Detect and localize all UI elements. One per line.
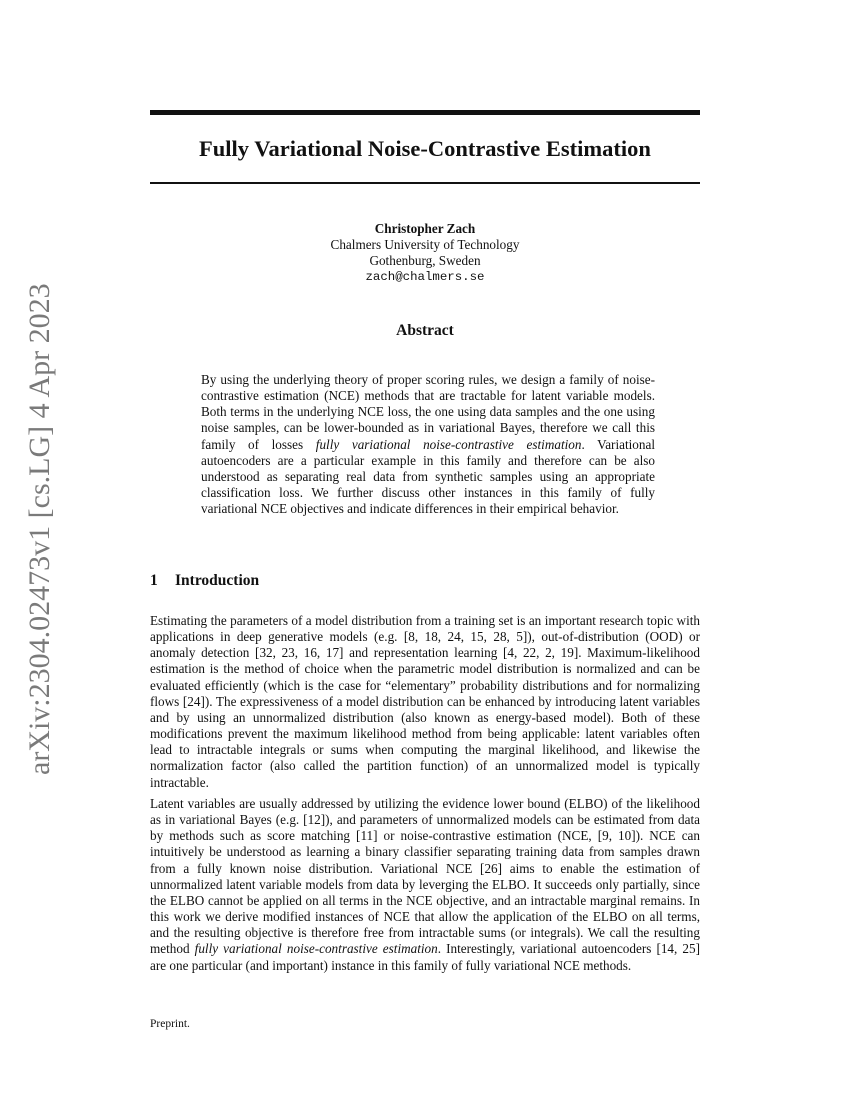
title-top-rule [150,110,700,115]
paragraph-text-part: Latent variables are usually addressed by utilizing the evidence lower bound (ELBO) of the likelihood as in variational Bayes (e.g. [12]), and parameters of unnormalized models can be estimated from data by methods such as score matching [11] or noise-contrastive estimation (NCE, [9, 10]). NCE can intuitively be understood as learning a binary classifier separating training data from samples drawn from a fully known noise distribution. Variational NCE [26] aims to enable the estimation of unnormalized latent variable models from data by leverging the ELBO. It succeeds only partially, since the ELBO cannot be applied on all terms in the NCE objective, and an intractable marginal remains. In this work we derive modified instances of NCE that allow the application of the ELBO on all terms, and the resulting objective is therefore free from intractable sums (or integrals). We call the resulting method [150,796,700,957]
paragraph-text-part: . Interestingly, variational autoencoders [14, 25] are one particular (and important) instance in this family of fully variational NCE methods. [150,941,700,973]
section-number: 1 [150,572,158,589]
title-bottom-rule [150,182,700,184]
abstract-emphasis: fully variational noise-contrastive estimation [315,436,582,452]
author-affiliation: Chalmers University of Technology [330,237,520,252]
section-heading [150,572,700,590]
abstract-text-part: . Variational autoencoders are a particular example in this family and therefore can be also understood as separating real data from synthetic samples using an appropriate classification loss. We further discuss other instances in this family of fully variational NCE objectives and indicate differences in their empirical behavior. [201,436,656,517]
abstract-text [201,372,655,517]
intro-paragraph-2 [150,796,700,974]
author-block [150,221,700,285]
paper-title: Fully Variational Noise-Contrastive Estimation [199,136,651,161]
author-email[interactable]: zach@chalmers.se [365,270,485,284]
author-location: Gothenburg, Sweden [369,253,481,268]
preprint-footer: Preprint. [150,1018,190,1030]
author-name: Christopher Zach [374,221,476,236]
section-title: Introduction [175,572,260,589]
paragraph-emphasis: fully variational noise-contrastive estimation [194,941,438,957]
abstract-text-part: By using the underlying theory of proper scoring rules, we design a family of noise-contrastive estimation (NCE) methods that are tractable for latent variable models. Both terms in the underlying NCE loss, the one using data samples and the one using noise samples, can be lower-bounded as in variational Bayes, therefore we call this family of losses [201,372,655,452]
arxiv-identifier: arXiv:2304.02473v1 [cs.LG] 4 Apr 2023 [23,283,56,775]
intro-paragraph-1: Estimating the parameters of a model distribution from a training set is an important research topic with applications in deep generative models (e.g. [8, 18, 24, 15, 28, 5]), out-of-distribution (OOD) or anomaly detection [32, 23, 16, 17] and representation learning [4, 22, 2, 19]. Maximum-likelihood estimation is the method of choice when the parametric model distribution is normalized and can be evaluated efficiently (which is the case for “elementary” probability distributions and for normalizing flows [24]). The expressiveness of a model distribution can be enhanced by introducing latent variables and by using an unnormalized distribution (also known as energy-based model). Both of these modifications prevent the maximum likelihood method from being applicable: latent variables often lead to intractable integrals or sums when computing the marginal likelihood, and likewise the normalization factor (also called the partition function) of an unnormalized model is typically intractable. [150,613,700,790]
abstract-heading: Abstract [396,322,454,339]
